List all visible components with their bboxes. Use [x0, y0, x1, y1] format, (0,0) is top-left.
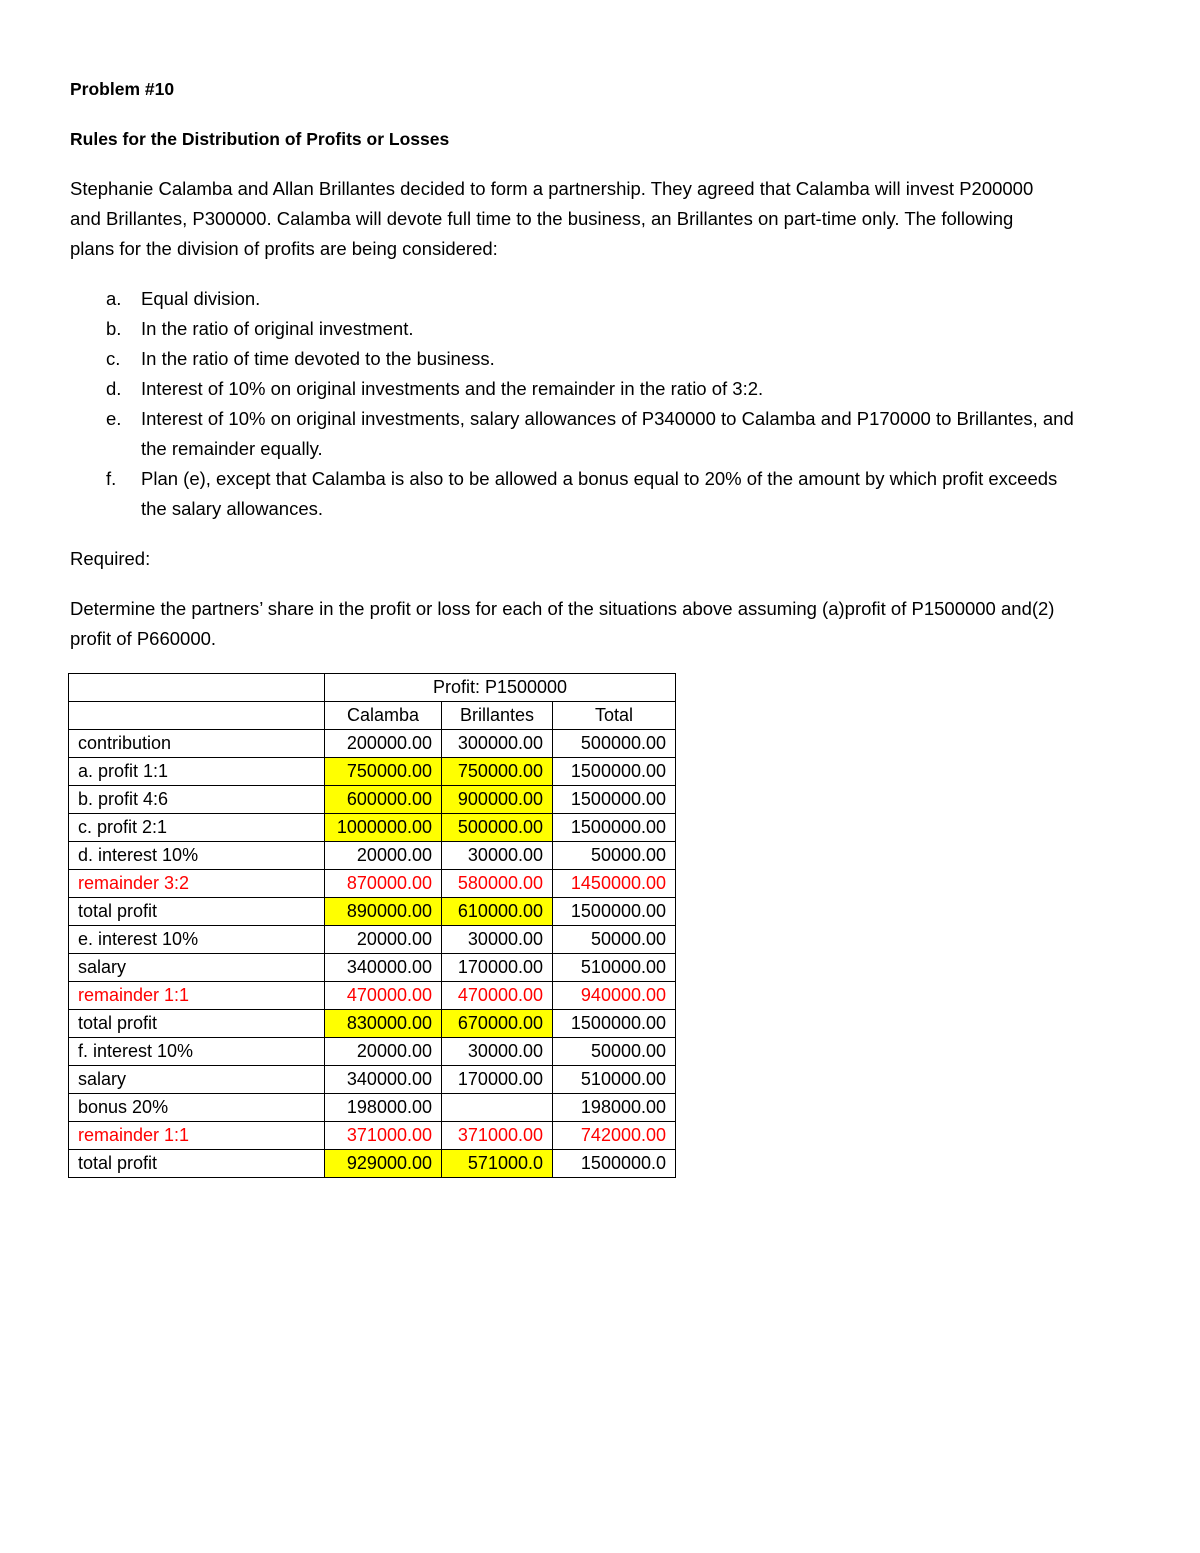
- table-row: [69, 898, 676, 926]
- cell-total: 50000.00: [553, 1038, 676, 1066]
- table-title: Profit: P1500000: [325, 674, 676, 702]
- row-label: total profit: [69, 1010, 325, 1038]
- cell-calamba: 600000.00: [325, 786, 442, 814]
- cell-brillantes: 500000.00: [442, 814, 553, 842]
- cell-brillantes: 371000.00: [442, 1122, 553, 1150]
- plan-item: e. Interest of 10% on original investments, salary allowances of P340000 to Calamba and P170000 to Brillantes, and the remainder equally.: [70, 404, 1130, 464]
- cell-total: 510000.00: [553, 1066, 676, 1094]
- plan-item: f. Plan (e), except that Calamba is also to be allowed a bonus equal to 20% of the amount by which profit exceeds the salary allowances.: [70, 464, 1130, 524]
- plan-item: a. Equal division.: [70, 284, 1130, 314]
- table-row: [69, 730, 676, 758]
- plan-marker: c.: [106, 348, 121, 369]
- row-label: contribution: [69, 730, 325, 758]
- table-row: [69, 926, 676, 954]
- row-label: remainder 3:2: [69, 870, 325, 898]
- cell-brillantes: 571000.0: [442, 1150, 553, 1178]
- row-label: c. profit 2:1: [69, 814, 325, 842]
- cell-brillantes: [442, 1094, 553, 1122]
- cell-brillantes: 170000.00: [442, 954, 553, 982]
- plan-item: b. In the ratio of original investment.: [70, 314, 1130, 344]
- row-label: salary: [69, 1066, 325, 1094]
- cell-brillantes: 30000.00: [442, 1038, 553, 1066]
- plan-marker: b.: [106, 318, 122, 339]
- profit-distribution-table: [68, 673, 676, 1178]
- cell-brillantes: 470000.00: [442, 982, 553, 1010]
- cell-total: 500000.00: [553, 730, 676, 758]
- document-body: [70, 74, 1130, 654]
- cell-brillantes: 900000.00: [442, 786, 553, 814]
- cell-total: 50000.00: [553, 926, 676, 954]
- cell-total: 742000.00: [553, 1122, 676, 1150]
- header-total: Total: [553, 702, 676, 730]
- cell-total: 940000.00: [553, 982, 676, 1010]
- cell-total: 1500000.00: [553, 786, 676, 814]
- intro-line: plans for the division of profits are being considered:: [70, 238, 498, 259]
- table-row: [69, 1094, 676, 1122]
- cell-calamba: 890000.00: [325, 898, 442, 926]
- plan-item: d. Interest of 10% on original investments and the remainder in the ratio of 3:2.: [70, 374, 1130, 404]
- plan-marker: f.: [106, 468, 117, 489]
- cell-calamba: 20000.00: [325, 842, 442, 870]
- cell-calamba: 340000.00: [325, 1066, 442, 1094]
- cell-total: 1500000.00: [553, 1010, 676, 1038]
- cell-calamba: 198000.00: [325, 1094, 442, 1122]
- table-row: [69, 758, 676, 786]
- cell-total: 1500000.00: [553, 814, 676, 842]
- problem-subheading: Rules for the Distribution of Profits or Losses: [70, 129, 450, 149]
- cell-brillantes: 30000.00: [442, 926, 553, 954]
- row-label: salary: [69, 954, 325, 982]
- row-label: remainder 1:1: [69, 1122, 325, 1150]
- table-row: [69, 1122, 676, 1150]
- cell-brillantes: 750000.00: [442, 758, 553, 786]
- corner-cell: [69, 674, 325, 702]
- row-label: total profit: [69, 898, 325, 926]
- cell-brillantes: 580000.00: [442, 870, 553, 898]
- table-row: [69, 1066, 676, 1094]
- cell-calamba: 929000.00: [325, 1150, 442, 1178]
- header-brillantes: Brillantes: [442, 702, 553, 730]
- table-header-row: [69, 702, 676, 730]
- required-line: profit of P660000.: [70, 628, 217, 649]
- cell-calamba: 20000.00: [325, 1038, 442, 1066]
- cell-brillantes: 170000.00: [442, 1066, 553, 1094]
- cell-brillantes: 610000.00: [442, 898, 553, 926]
- plan-marker: e.: [106, 408, 122, 429]
- cell-calamba: 870000.00: [325, 870, 442, 898]
- cell-calamba: 830000.00: [325, 1010, 442, 1038]
- plan-item: c. In the ratio of time devoted to the business.: [70, 344, 1130, 374]
- plans-list: [70, 284, 1130, 524]
- row-label: remainder 1:1: [69, 982, 325, 1010]
- cell-total: 510000.00: [553, 954, 676, 982]
- intro-line: and Brillantes, P300000. Calamba will devote full time to the business, an Brillantes on part-time only. The following: [70, 208, 1014, 229]
- cell-calamba: 470000.00: [325, 982, 442, 1010]
- row-label: b. profit 4:6: [69, 786, 325, 814]
- cell-calamba: 20000.00: [325, 926, 442, 954]
- cell-calamba: 371000.00: [325, 1122, 442, 1150]
- row-label: f. interest 10%: [69, 1038, 325, 1066]
- row-label: bonus 20%: [69, 1094, 325, 1122]
- cell-total: 1450000.00: [553, 870, 676, 898]
- cell-brillantes: 670000.00: [442, 1010, 553, 1038]
- header-calamba: Calamba: [325, 702, 442, 730]
- table-row: [69, 814, 676, 842]
- table-row: [69, 842, 676, 870]
- required-label: Required:: [70, 548, 151, 569]
- intro-line: Stephanie Calamba and Allan Brillantes decided to form a partnership. They agreed that Calamba will invest P200000: [70, 178, 1034, 199]
- table-row: [69, 1150, 676, 1178]
- cell-total: 1500000.00: [553, 758, 676, 786]
- table-row: [69, 870, 676, 898]
- required-line: Determine the partners’ share in the profit or loss for each of the situations above assuming (a)profit of P1500000 and(2): [70, 598, 1055, 619]
- cell-calamba: 340000.00: [325, 954, 442, 982]
- table-row: [69, 1010, 676, 1038]
- row-label: e. interest 10%: [69, 926, 325, 954]
- row-label: d. interest 10%: [69, 842, 325, 870]
- cell-calamba: 1000000.00: [325, 814, 442, 842]
- required-paragraph: [70, 594, 1130, 654]
- problem-heading: Problem #10: [70, 79, 175, 99]
- table-row: [69, 954, 676, 982]
- cell-brillantes: 30000.00: [442, 842, 553, 870]
- cell-calamba: 750000.00: [325, 758, 442, 786]
- row-label: a. profit 1:1: [69, 758, 325, 786]
- table-row: [69, 982, 676, 1010]
- cell-total: 1500000.0: [553, 1150, 676, 1178]
- cell-total: 198000.00: [553, 1094, 676, 1122]
- cell-total: 1500000.00: [553, 898, 676, 926]
- cell-brillantes: 300000.00: [442, 730, 553, 758]
- table-title-row: [69, 674, 676, 702]
- row-label: total profit: [69, 1150, 325, 1178]
- cell-calamba: 200000.00: [325, 730, 442, 758]
- header-blank: [69, 702, 325, 730]
- table-row: [69, 786, 676, 814]
- table-row: [69, 1038, 676, 1066]
- plan-marker: a.: [106, 288, 122, 309]
- plan-marker: d.: [106, 378, 122, 399]
- cell-total: 50000.00: [553, 842, 676, 870]
- intro-paragraph: [70, 174, 1130, 264]
